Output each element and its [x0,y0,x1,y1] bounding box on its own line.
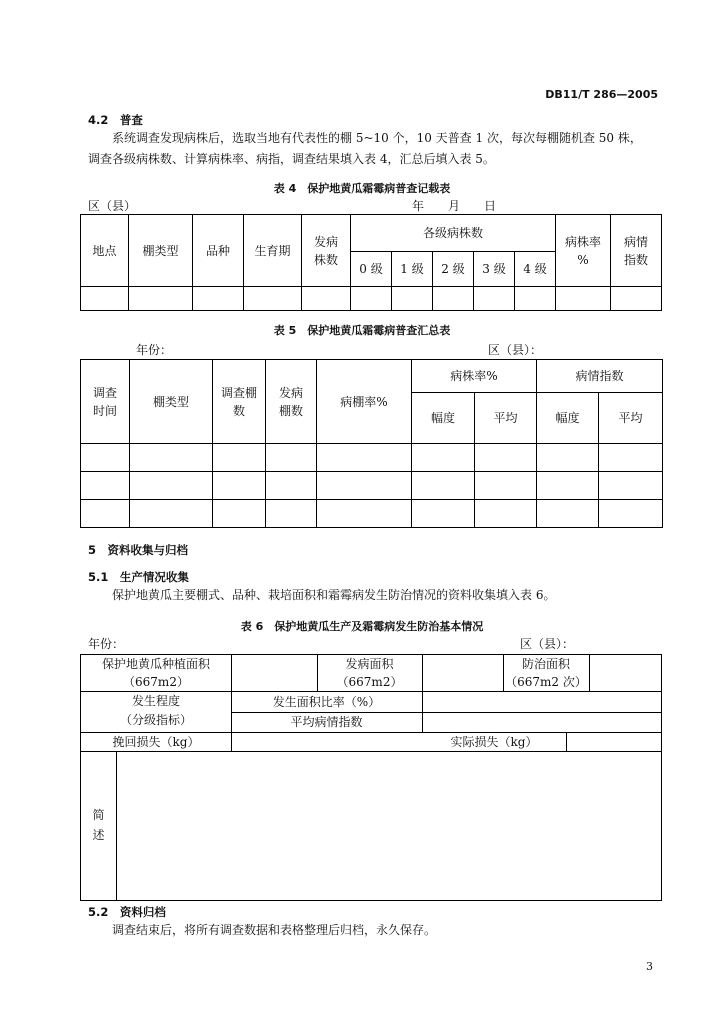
t5-header-plant-rate: 病株率% [412,360,537,393]
t6-control-area-label: 防治面积 （667m2 次） [505,657,587,689]
table5-year-label: 年份： [136,343,173,357]
t4-header-diseased-plants: 发病 株数 [302,215,351,287]
section-4-2-heading: 4.2 普查 [88,113,143,127]
t6-disease-area-label: 发病面积 （667m2） [336,657,403,689]
t4-grade-1: 1 级 [392,252,433,287]
t5-header-index-avg: 平均 [599,393,663,444]
t4-header-shed-type: 棚类型 [129,215,193,287]
table4-date-label: 年 月 日 [412,199,497,213]
t5-header-shed-type: 棚类型 [130,360,213,444]
section-5-1-heading: 5.1 生产情况收集 [88,570,189,584]
t6-area-ratio-label: 发生面积比率（%） [272,695,381,709]
table5 [80,359,663,528]
t4-grade-4: 4 级 [515,252,556,287]
t4-header-plant-rate: 病株率 % [556,215,611,287]
t4-grade-2: 2 级 [433,252,474,287]
page-number: 3 [646,960,653,973]
t5-header-time: 调查 时间 [81,360,130,444]
t6-actual-loss-label: 实际损失（kg） [450,735,538,749]
t5-empty-row [81,472,663,500]
section-5-heading: 5 资料收集与归档 [88,543,189,557]
table6-caption: 表 6 保护地黄瓜生产及霜霉病发生防治基本情况 [240,620,484,633]
table6 [80,654,662,901]
section-5-1-line1: 保护地黄瓜主要棚式、品种、栽培面积和霜霉病发生防治情况的资料收集填入表 6。 [112,588,556,602]
table4-caption: 表 4 保护地黄瓜霜霉病普查记载表 [273,182,451,195]
standard-number: DB11/T 286—2005 [545,88,658,101]
t5-empty-row [81,444,663,472]
table6-district-label: 区（县）： [520,637,575,651]
t6-avg-index-label: 平均病情指数 [290,715,363,729]
t5-header-index-range: 幅度 [537,393,599,444]
t4-header-location: 地点 [81,215,129,287]
t4-header-growth-stage: 生育期 [244,215,302,287]
section-4-2-line1: 系统调查发现病株后，选取当地有代表性的棚 5~10 个，10 天普查 1 次，每次每棚随机查 50 株， [112,131,642,145]
table6-year-label: 年份： [88,637,125,651]
section-5-2-line1: 调查结束后，将所有调查数据和表格整理后归档，永久保存。 [112,923,437,937]
table5-district-label: 区（县）： [488,343,543,357]
t4-header-grade-counts: 各级病株数 [351,215,556,252]
t5-header-shed-rate: 病棚率% [317,360,412,444]
table4 [80,214,662,311]
t4-grade-0: 0 级 [351,252,392,287]
t5-header-diseased-sheds: 发病 棚数 [266,360,317,444]
section-5-2-heading: 5.2 资料归档 [88,905,166,919]
t5-empty-row [81,500,663,528]
table4-district-label: 区（县） [88,199,137,213]
t5-header-rate-range: 幅度 [412,393,475,444]
t6-planting-area-label: 保护地黄瓜种植面积 （667m2） [101,657,210,689]
section-4-2-line2: 调查各级病株数、计算病株率、病指，调查结果填入表 4，汇总后填入表 5。 [88,152,495,166]
t4-grade-3: 3 级 [474,252,515,287]
t5-header-rate-avg: 平均 [475,393,537,444]
t6-recovered-loss-label: 挽回损失（kg） [112,735,200,749]
t4-header-variety: 品种 [193,215,244,287]
table5-caption: 表 5 保护地黄瓜霜霉病普查汇总表 [273,324,451,337]
t6-summary-label: 简 述 [92,808,105,842]
t5-header-disease-index: 病情指数 [537,360,663,393]
t6-severity-label: 发生程度 （分级指标） [119,694,192,727]
t4-header-disease-index: 病情 指数 [611,215,662,287]
t5-header-sheds: 调查棚 数 [213,360,266,444]
t4-empty-row [81,287,662,311]
